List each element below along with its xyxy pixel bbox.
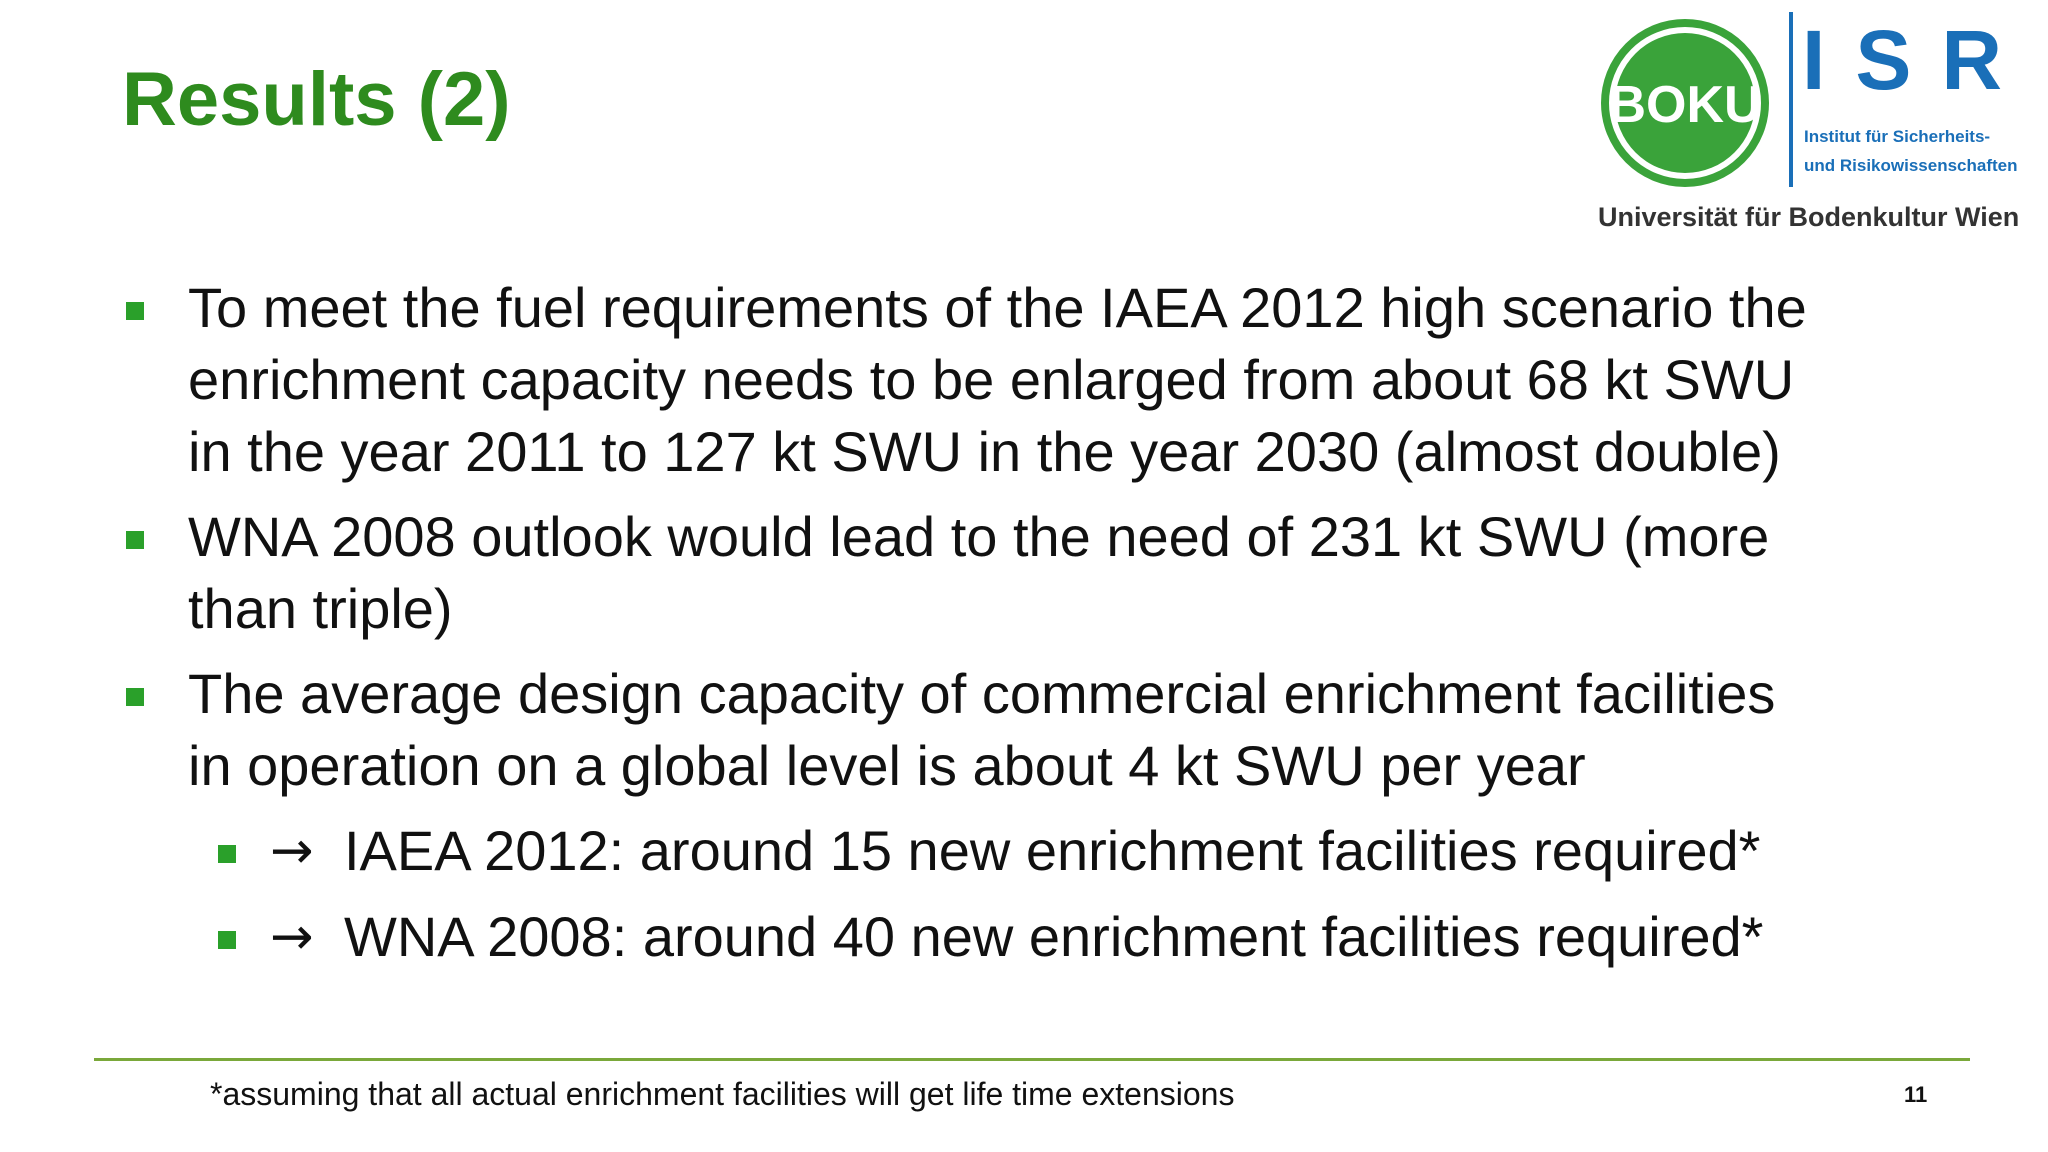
institute-line-1: Institut für Sicherheits- — [1804, 127, 1991, 146]
boku-logo-icon — [1600, 18, 1770, 188]
institute-line-2: und Risikowissenschaften — [1804, 156, 2018, 175]
bullet-square-icon — [218, 845, 236, 863]
bullet-line: WNA 2008 outlook would lead to the need of 231 kt SWU (more — [188, 505, 1770, 568]
bullet-square-icon — [126, 302, 144, 320]
university-name: Universität für Bodenkultur Wien — [1598, 202, 2020, 232]
bullet-line: To meet the fuel requirements of the IAEA 2012 high scenario the — [188, 276, 1807, 339]
slide-title: Results (2) — [122, 57, 511, 142]
bullet-list — [122, 272, 1942, 987]
bullet-line: The average design capacity of commercial enrichment facilities — [188, 662, 1776, 725]
sub-bullet-text: IAEA 2012: around 15 new enrichment facilities required* — [344, 819, 1761, 882]
bullet-line: than triple) — [188, 577, 453, 640]
bullet-item — [122, 658, 1942, 802]
bullet-line: enrichment capacity needs to be enlarged from about 68 kt SWU — [188, 348, 1795, 411]
arrow-right-icon: → — [270, 907, 314, 967]
sub-bullet-item — [122, 901, 1942, 973]
bullet-item — [122, 272, 1942, 488]
arrow-right-icon: → — [270, 821, 314, 881]
university-logo — [1596, 12, 2036, 237]
institute-name — [1804, 122, 2044, 180]
isr-logo-text: ISR — [1802, 13, 2033, 107]
bullet-line: in operation on a global level is about 4 kt SWU per year — [188, 734, 1586, 797]
footer-divider — [94, 1058, 1970, 1061]
logo-divider — [1789, 12, 1793, 187]
sub-bullet-text: WNA 2008: around 40 new enrichment facilities required* — [344, 905, 1764, 968]
bullet-line: in the year 2011 to 127 kt SWU in the year 2030 (almost double) — [188, 420, 1781, 483]
bullet-square-icon — [126, 688, 144, 706]
boku-logo-text: BOKU — [1608, 76, 1762, 134]
bullet-square-icon — [218, 931, 236, 949]
footnote: *assuming that all actual enrichment facilities will get life time extensions — [210, 1076, 1235, 1112]
bullet-square-icon — [126, 531, 144, 549]
bullet-item — [122, 501, 1942, 645]
page-number: 11 — [1904, 1082, 1928, 1107]
sub-bullet-item — [122, 815, 1942, 887]
